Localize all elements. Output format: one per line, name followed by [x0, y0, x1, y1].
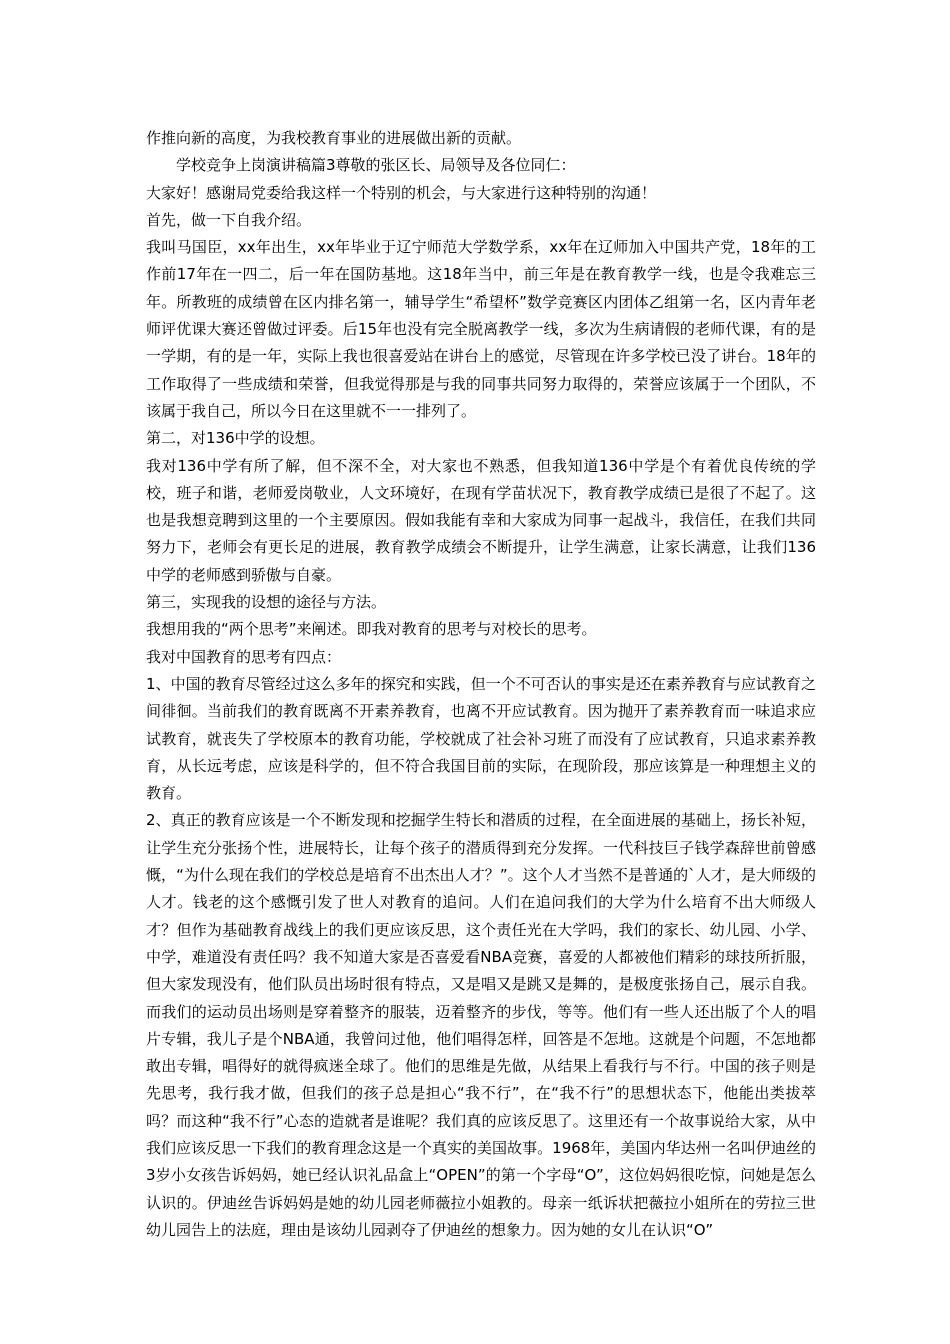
paragraph-point-2: 2、真正的教育应该是一个不断发现和挖掘学生特长和潜质的过程，在全面进展的基础上，扬长补短，让学生充分张扬个性，进展特长，让每个孩子的潜质得到充分发挥。一代科技巨子钱学森辞世前曾感慨，“为什么现在我们的学校总是培育不出杰出人才？”。这个人才当然不是普通的`人才，是大师级的人才。钱老的这个感慨引发了世人对教育的追问。人们在追问我们的大学为什么培育不出大师级人才？但作为基础教育战线上的我们更应该反思，这个责任光在大学吗，我们的家长、幼儿园、小学、中学，难道没有责任吗？我不知道大家是否喜爱看NBA竞赛，喜爱的人都被他们精彩的球技所折服，但大家发现没有，他们队员出场时很有特点，又是唱又是跳又是舞的，是极度张扬自己，展示自我。而我们的运动员出场则是穿着整齐的服装，迈着整齐的步伐，等等。他们有一些人还出版了个人的唱片专辑，我儿子是个NBA通，我曾问过他，他们唱得怎样，回答是不怎地。这就是个问题，不怎地都敢出专辑，唱得好的就得疯迷全球了。他们的思维是先做，从结果上看我行与不行。中国的孩子则是先思考，我行我才做，但我们的孩子总是担心“我不行”，在“我不行”的思想状态下，他能出类拔萃吗？而这种“我不行”心态的造就者是谁呢？我们真的应该反思了。这里还有一个故事说给大家，从中我们应该反思一下我们的教育理念这是一个真实的美国故事。1968年，美国内华达州一名叫伊迪丝的3岁小女孩告诉妈妈，她已经认识礼品盒上“OPEN”的第一个字母“O”，这位妈妈很吃惊，问她是怎么认识的。伊迪丝告诉妈妈是她的幼儿园老师薇拉小姐教的。母亲一纸诉状把薇拉小姐所在的劳拉三世幼儿园告上的法庭，理由是该幼儿园剥夺了伊迪丝的想象力。因为她的女儿在认识“O” — [146, 811, 816, 1239]
document-body — [146, 125, 816, 1244]
paragraph-section-methods: 第三，实现我的设想的途径与方法。 — [146, 593, 387, 612]
paragraph-point-1: 1、中国的教育尽管经过这么多年的探究和实践，但一个不可否认的事实是还在素养教育与应试教育之间徘徊。当前我们的教育既离不开素养教育，也离不开应试教育。因为抛开了素养教育而一味追求应试教育，就丧失了学校原本的教育功能，学校就成了社会补习班了而没有了应试教育，只追求素养教育，从长远考虑，应该是科学的，但不符合我国目前的实际，在现阶段，那应该算是一种理想主义的教育。 — [146, 674, 816, 803]
paragraph-speech-title: 学校竞争上岗演讲稿篇3尊敬的张区长、局领导及各位同仁： — [176, 156, 576, 175]
paragraph-four-points: 我对中国教育的思考有四点： — [146, 647, 342, 666]
paragraph-section-self-intro: 首先，做一下自我介绍。 — [146, 210, 312, 229]
paragraph-self-intro: 我叫马国臣，xx年出生，xx年毕业于辽宁师范大学数学系，xx年在辽师加入中国共产党，18年的工作前17年在一四二，后一年在国防基地。这18年当中，前三年是在教育教学一线，也是令我难忘三年。所教班的成绩曾在区内排名第一，辅导学生“希望杯”数学竞赛区内团体乙组第一名，区内青年老师评优课大赛还曾做过评委。后15年也没有完全脱离教学一线，多次为生病请假的老师代课，有的是一学期，有的是一年，实际上我也很喜爱站在讲台上的感觉，尽管现在许多学校已没了讲台。18年的工作取得了一些成绩和荣誉，但我觉得那是与我的同事共同努力取得的，荣誉应该属于一个团队，不该属于我自己，所以今日在这里就不一一排列了。 — [146, 238, 816, 420]
paragraph-vision: 我对136中学有所了解，但不深不全，对大家也不熟悉，但我知道136中学是个有着优良传统的学校，班子和谐，老师爱岗敬业，人文环境好，在现有学苗状况下，教育教学成绩已是很了不起了。这也是我想竞聘到这里的一个主要原因。假如我能有幸和大家成为同事一起战斗，我信任，在我们共同努力下，老师会有更长足的进展，教育教学成绩会不断提升，让学生满意，让家长满意，让我们136中学的老师感到骄傲与自豪。 — [146, 456, 816, 584]
paragraph-section-vision: 第二，对136中学的设想。 — [146, 429, 325, 448]
paragraph-intro-tail: 作推向新的高度，为我校教育事业的进展做出新的贡献。 — [146, 129, 522, 147]
paragraph-greeting: 大家好！感谢局党委给我这样一个特别的机会，与大家进行这种特别的沟通！ — [146, 183, 657, 202]
paragraph-two-thoughts: 我想用我的“两个思考”来阐述。即我对教育的思考与对校长的思考。 — [146, 620, 597, 639]
